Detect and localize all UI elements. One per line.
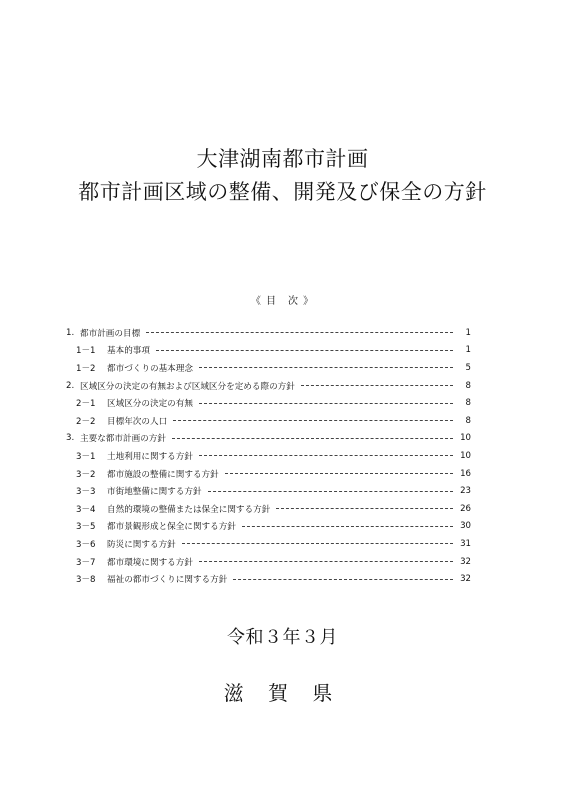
toc-entry-number: 3－8 bbox=[76, 575, 96, 586]
toc-entry bbox=[66, 412, 471, 430]
table-of-contents bbox=[66, 324, 471, 588]
toc-entry-page: 30 bbox=[460, 521, 471, 532]
toc-leader-line bbox=[199, 455, 453, 456]
toc-entry-label: 都市施設の整備に関する方針 bbox=[107, 469, 219, 480]
toc-entry bbox=[66, 518, 471, 536]
toc-entry bbox=[66, 342, 471, 360]
toc-entry bbox=[66, 324, 471, 342]
toc-leader-line bbox=[276, 508, 453, 509]
toc-entry-label: 区域区分の決定の有無および区域区分を定める際の方針 bbox=[80, 381, 295, 392]
toc-entry-label: 基本的事項 bbox=[107, 346, 150, 357]
toc-entry bbox=[66, 447, 471, 465]
toc-entry-label: 目標年次の人口 bbox=[107, 416, 168, 427]
toc-entry-number: 3－2 bbox=[76, 469, 96, 480]
toc-entry bbox=[66, 394, 471, 412]
toc-entry-page: 5 bbox=[465, 362, 471, 373]
toc-entry-page: 10 bbox=[460, 433, 471, 444]
toc-leader-line bbox=[199, 403, 453, 404]
toc-entry-number: 2. bbox=[66, 380, 75, 391]
toc-leader-line bbox=[156, 350, 453, 351]
toc-entry-number: 2－2 bbox=[76, 416, 96, 427]
toc-leader-line bbox=[242, 526, 453, 527]
toc-leader-line bbox=[199, 367, 453, 368]
toc-entry-label: 都市づくりの基本理念 bbox=[107, 363, 193, 374]
toc-entry-number: 3－3 bbox=[76, 487, 96, 498]
toc-entry-label: 市街地整備に関する方針 bbox=[107, 487, 202, 498]
toc-entry-page: 32 bbox=[460, 556, 471, 567]
toc-entry bbox=[66, 553, 471, 571]
toc-entry bbox=[66, 570, 471, 588]
toc-entry bbox=[66, 535, 471, 553]
toc-entry-page: 8 bbox=[465, 398, 471, 409]
toc-leader-line bbox=[199, 561, 453, 562]
toc-entry-page: 32 bbox=[460, 574, 471, 585]
toc-leader-line bbox=[233, 579, 453, 580]
toc-entry-label: 自然的環境の整備または保全に関する方針 bbox=[107, 504, 271, 515]
toc-entry-page: 23 bbox=[460, 486, 471, 497]
toc-leader-line bbox=[146, 332, 453, 333]
toc-entry bbox=[66, 500, 471, 518]
toc-leader-line bbox=[301, 385, 453, 386]
toc-entry-number: 3－4 bbox=[76, 504, 96, 515]
toc-entry-label: 主要な都市計画の方針 bbox=[80, 434, 166, 445]
toc-entry-number: 3－1 bbox=[76, 451, 96, 462]
toc-entry-label: 都市計画の目標 bbox=[80, 328, 141, 339]
toc-entry bbox=[66, 482, 471, 500]
toc-entry-page: 1 bbox=[465, 327, 471, 338]
toc-entry-page: 8 bbox=[465, 380, 471, 391]
document-title-line1: 大津湖南都市計画 bbox=[196, 147, 369, 171]
toc-entry-number: 3－6 bbox=[76, 539, 96, 550]
toc-entry-number: 1. bbox=[66, 327, 75, 338]
toc-entry bbox=[66, 359, 471, 377]
toc-entry-number: 1－2 bbox=[76, 363, 96, 374]
toc-entry-number: 2－1 bbox=[76, 399, 96, 410]
toc-entry-number: 3－5 bbox=[76, 522, 96, 533]
toc-entry-page: 1 bbox=[465, 345, 471, 356]
toc-entry-label: 区域区分の決定の有無 bbox=[107, 399, 193, 410]
document-title-line2: 都市計画区域の整備、開発及び保全の方針 bbox=[78, 180, 487, 204]
toc-entry-page: 10 bbox=[460, 450, 471, 461]
toc-entry bbox=[66, 465, 471, 483]
toc-entry-page: 26 bbox=[460, 503, 471, 514]
toc-leader-line bbox=[173, 420, 453, 421]
publication-date: 令和３年３月 bbox=[227, 627, 338, 648]
toc-entry-label: 土地利用に関する方針 bbox=[107, 451, 193, 462]
toc-entry-number: 3－7 bbox=[76, 557, 96, 568]
toc-entry-number: 3. bbox=[66, 433, 75, 444]
toc-entry-page: 31 bbox=[460, 538, 471, 549]
publishing-organization: 滋 賀 県 bbox=[223, 681, 342, 705]
toc-entry bbox=[66, 377, 471, 395]
toc-leader-line bbox=[225, 473, 453, 474]
toc-leader-line bbox=[182, 543, 453, 544]
toc-entry-label: 福祉の都市づくりに関する方針 bbox=[107, 575, 228, 586]
toc-leader-line bbox=[208, 491, 453, 492]
toc-entry-number: 1－1 bbox=[76, 346, 96, 357]
toc-entry-label: 都市環境に関する方針 bbox=[107, 557, 193, 568]
toc-entry bbox=[66, 430, 471, 448]
toc-heading: 《 目 次 》 bbox=[250, 296, 315, 307]
toc-entry-page: 16 bbox=[460, 468, 471, 479]
toc-leader-line bbox=[172, 438, 453, 439]
toc-entry-page: 8 bbox=[465, 415, 471, 426]
toc-entry-label: 都市景観形成と保全に関する方針 bbox=[107, 522, 236, 533]
toc-entry-label: 防災に関する方針 bbox=[107, 539, 176, 550]
